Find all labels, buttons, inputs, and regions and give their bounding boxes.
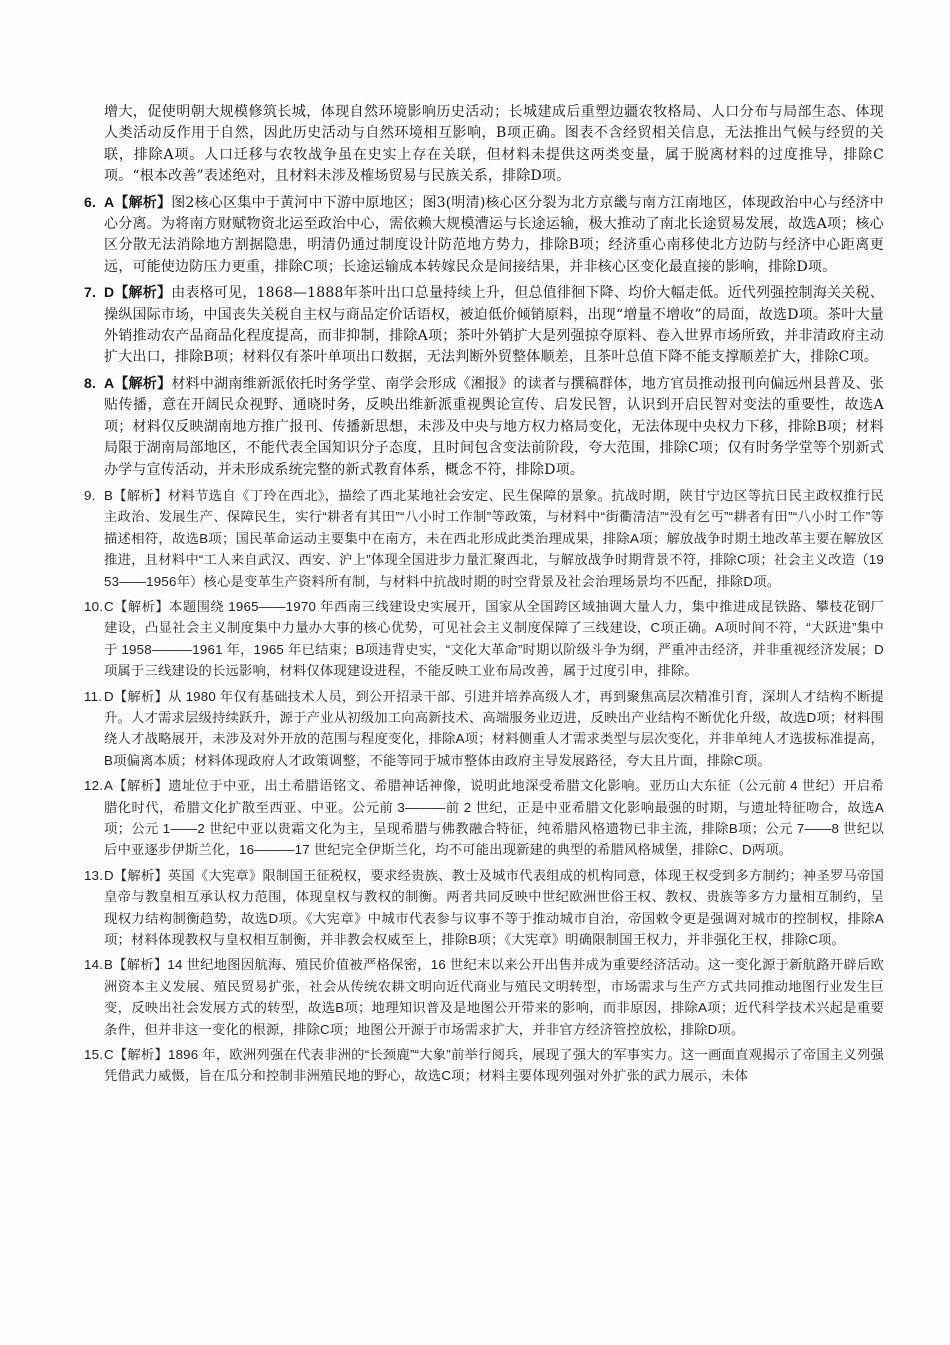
item-5-continuation [84,102,884,188]
answer-explanations [84,102,884,1091]
item-text: 14 世纪地图因航海、殖民价值被严格保密，16 世纪末以来公开出售并成为重要经济活动。这一变化源于新航路开辟后欧洲资本主义发展、殖民贸易扩张，社会从传统农耕文明向近代商业与殖民文明转型，市场需求与生产方式共同推动地图行业发生巨变，反映出社会发展方式的转型，故选B项；地理知识普及是地图公开带来的影响，而非原因，排除A项；近代科学技术兴起是重要条件，但并非这一变化的根源，排除C项；地图公开源于市场需求扩大，并非官方经济管控放松，排除D项。 [104,957,885,1037]
item-number: 7. [84,284,97,301]
item-number: 9. [84,487,96,503]
item-13 [84,865,884,951]
item-number: 6. [84,193,97,210]
item-number: 13. [84,867,104,883]
item-answer: A【解析】 [104,193,172,210]
item-text: 从 1980 年仅有基础技术人员，到公开招录干部、引进并培养高级人才，再到聚焦高层次精准引育，深圳人才结构不断提升。人才需求层级持续跃升，源于产业从初级加工向高新技术、高端服务业迈进，反映出产业结构不断优化升级，故选D项；材料围绕人才战略展开，未涉及对外开放的范围与程度变化，排除A项；材料侧重人才需求类型与层次变化，并非单纯人才选拔标准提高，B项偏离本质；材料体现政府人才政策调整，不能等同于城市整体由政府主导发展路径，夸大且片面，排除C项。 [104,688,884,768]
item-answer: B【解析】 [104,487,168,503]
item-text: 由表格可见，1868—1888年茶叶出口总量持续上升，但总值徘徊下降、均价大幅走低。近代列强控制海关关税、操纵国际市场，中国丧失关税自主权与商品定价话语权，被迫低价倾销原料，出现“增量不增收”的局面，故选D项。茶叶大量外销推动农产品商品化程度提高，而非抑制，排除A项；茶叶外销扩大是列强掠夺原料、卷入世界市场所致，并非清政府主动扩大出口，排除B项；材料仅有茶叶单项出口数据，无法判断外贸整体顺差，且茶叶总值下降不能支撑顺差扩大，排除C项。 [104,285,884,366]
item-number: 8. [84,374,97,391]
item-15 [84,1044,884,1087]
item-number: 11. [84,688,103,704]
item-number: 12. [84,778,104,794]
item-number: 10. [84,598,104,614]
item-6 [84,192,884,279]
item-text: 遗址位于中亚，出土希腊语铭文、希腊神话神像，说明此地深受希腊文化影响。亚历山大东征（公元前 4 世纪）开启希腊化时代，希腊文化扩散至西亚、中亚。公元前 3———前 2 世纪，正是中亚希腊文化影响最强的时期，与遗址特征吻合，故选A项；公元 1——2 世纪中亚以贵霜文化为主，呈现希腊与佛教融合特征，纯希腊风格遗物已非主流，排除B项；公元 7——8 世纪以后中亚逐步伊斯兰化，16———17 世纪完全伊斯兰化，均不可能出现新建的典型的希腊风格城堡，排除C、D两项。 [104,778,884,858]
item-answer: C【解析】 [104,1047,168,1063]
item-12 [84,775,884,861]
item-11 [84,686,884,772]
item-text: 图2核心区集中于黄河中下游中原地区；图3(明清)核心区分裂为北方京畿与南方江南地区，体现政治中心与经济中心分离。为将南方财赋物资北运至政治中心，需依赖大规模漕运与长途运输，极大推动了南北长途贸易发展，故选A项；核心区分散无法消除地方割据隐患，明清仍通过制度设计防范地方势力，排除B项；经济重心南移使北方边防与经济中心距离更远，可能使边防压力更重，排除C项；长途运输成本转嫁民众是间接结果，并非核心区变化最直接的影响，排除D项。 [104,194,884,275]
item-14 [84,954,884,1040]
item-answer: A【解析】 [104,778,169,794]
item-answer: D【解析】 [104,284,172,301]
item-answer: D【解析】 [104,688,169,704]
item-number: 15. [84,1047,104,1063]
item-7 [84,282,884,369]
item-text: 英国《大宪章》限制国王征税权，要求经贵族、教士及城市代表组成的机构同意，体现王权受到多方制约；神圣罗马帝国皇帝与教皇相互承认权力范围，体现皇权与教权的制衡。两者共同反映中世纪欧洲世俗王权、教权、贵族等多方力量相互制约，呈现权力结构制衡趋势，故选D项。《大宪章》中城市代表参与议事不等于推动城市自治，帝国敕令更是强调对城市的控制权，排除A项；材料体现教权与皇权相互制衡，并非教会权威至上，排除B项；《大宪章》明确限制国王权力，并非强化王权，排除C项。 [104,867,884,948]
item-9 [84,485,884,592]
item-text: 材料中湖南维新派依托时务学堂、南学会形成《湘报》的读者与撰稿群体，地方官员推动报刊向偏远州县普及、张贴传播，意在开阔民众视野、通晓时务，反映出维新派重视舆论宣传、启发民智，认识到开启民智对变法的重要性，故选A项；材料仅反映湖南地方推广报刊、传播新思想，未涉及中央与地方权力格局变化，无法体现中央权力下移，排除B项；材料局限于湖南局部地区，不能代表全国知识分子态度，且时间包含变法前阶段，夸大范围，排除C项；仅有时务学堂等个别新式办学与宣传活动，并未形成系统完整的新式教育体系，概念不符，排除D项。 [104,375,884,478]
item-answer: B【解析】 [104,957,168,973]
item-text: 材料节选自《丁玲在西北》，描绘了西北某地社会安定、民生保障的景象。抗战时期，陕甘宁边区等抗日民主政权推行民主政治、发展生产、保障民生，实行“耕者有其田”“八小时工作制”等政策，与材料中“街衢清洁”“没有乞丐”“耕者有田”“八小时工作”等描述相符，故选B项；国民革命运动主要集中在南方，未在西北形成此类治理成果，排除A项；解放战争时期土地改革主要在解放区推进，且材料中“工人来自武汉、西安、沪上”体现全国进步力量汇聚西北，与解放战争时期背景不符，排除C项；社会主义改造（1953——1956年）核心是变革生产资料所有制，与材料中抗战时期的时空背景及社会治理场景均不匹配，排除D项。 [104,487,884,589]
item-text: 1896 年，欧洲列强在代表非洲的“长颈鹿”“大象”前举行阅兵，展现了强大的军事实力。这一画面直观揭示了帝国主义列强凭借武力威慑，旨在瓜分和控制非洲殖民地的野心，故选C项；材料主要体现列强对外扩张的武力展示，未体 [104,1047,884,1084]
item-10 [84,596,884,682]
item-answer: A【解析】 [104,374,172,391]
item-answer: C【解析】 [104,598,170,614]
item-answer: D【解析】 [104,867,168,883]
item-text: 增大，促使明朝大规模修筑长城，体现自然环境影响历史活动；长城建成后重塑边疆农牧格局、人口分布与局部生态、体现人类活动反作用于自然，因此历史活动与自然环境相互影响，B项正确。图表不含经贸相关信息，无法推出气候与经贸的关联，排除A项。人口迁移与农牧战争虽在史实上存在关联，但材料未提供这两类变量，属于脱离材料的过度推导，排除C项。“根本改善”表述绝对，且材料未涉及榷场贸易与民族关系，排除D项。 [104,104,884,185]
item-8 [84,373,884,481]
item-number: 14. [84,957,104,973]
item-text: 本题围绕 1965——1970 年西南三线建设史实展开，国家从全国跨区域抽调大量人力，集中推进成昆铁路、攀枝花钢厂建设，凸显社会主义制度集中力量办大事的核心优势，可见社会主义制度保障了三线建设，C项正确。A项时间不符，“大跃进”集中于 1958———1961 年，1965 年已结束；B项违背史实，“文化大革命”时期以阶级斗争为纲，严重冲击经济，并非重视经济发展；D项属于三线建设的长远影响，材料仅体现建设进程，不能反映工业布局改善，属于过度引申，排除。 [104,598,884,679]
